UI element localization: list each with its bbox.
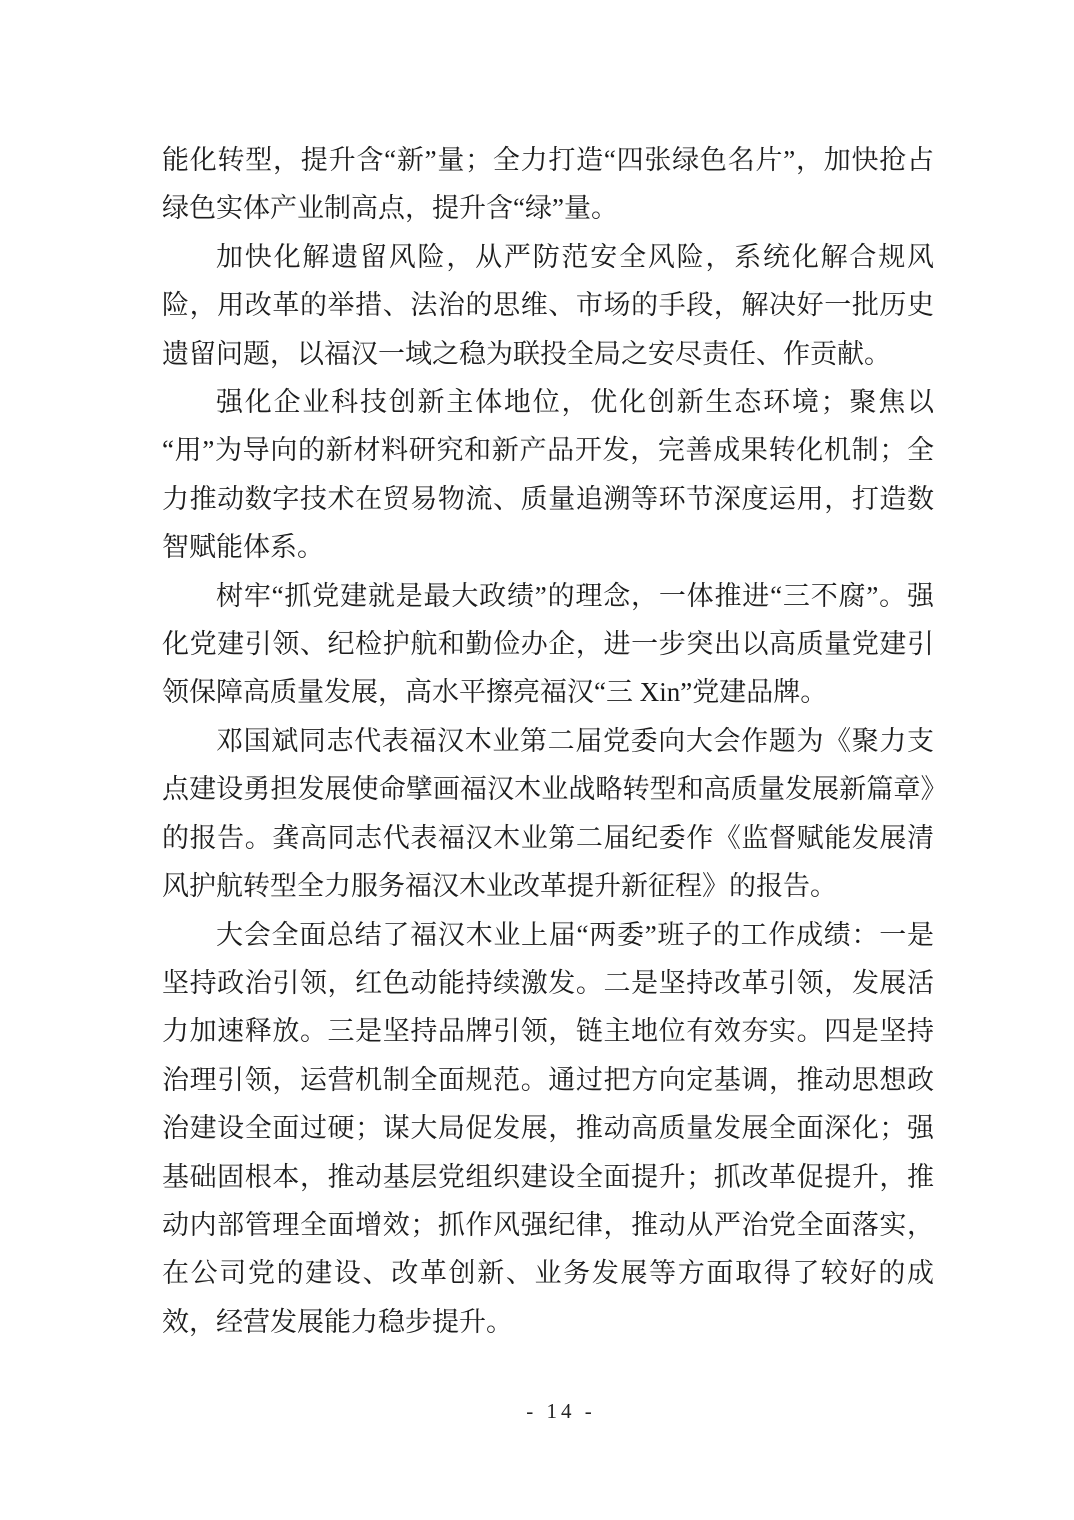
paragraph: 树牢“抓党建就是最大政绩”的理念，一体推进“三不腐”。强化党建引领、纪检护航和勤俭办企，进一步突出以高质量党建引领保障高质量发展，高水平擦亮福汉“三 Xin”党建品牌。 bbox=[162, 580, 934, 708]
paragraph: 邓国斌同志代表福汉木业第二届党委向大会作题为《聚力支点建设勇担发展使命擘画福汉木业战略转型和高质量发展新篇章》的报告。龚高同志代表福汉木业第二届纪委作《监督赋能发展清风护航转型全力服务福汉木业改革提升新征程》的报告。 bbox=[162, 725, 934, 902]
page-footer bbox=[0, 1396, 1074, 1426]
paragraph: 能化转型，提升含“新”量；全力打造“四张绿色名片”，加快抢占绿色实体产业制高点，提升含“绿”量。 bbox=[162, 145, 934, 224]
paragraph: 强化企业科技创新主体地位，优化创新生态环境；聚焦以“用”为导向的新材料研究和新产品开发，完善成果转化机制；全力推动数字技术在贸易物流、质量追溯等环节深度运用，打造数智赋能体系。 bbox=[162, 387, 934, 563]
document-body bbox=[162, 136, 934, 1346]
page-number: - 14 - bbox=[526, 1399, 596, 1423]
paragraph: 大会全面总结了福汉木业上届“两委”班子的工作成绩：一是坚持政治引领，红色动能持续激发。二是坚持改革引领，发展活力加速释放。三是坚持品牌引领，链主地位有效夯实。四是坚持治理引领，运营机制全面规范。通过把方向定基调，推动思想政治建设全面过硬；谋大局促发展，推动高质量发展全面深化；强基础固根本，推动基层党组织建设全面提升；抓改革促提升，推动内部管理全面增效；抓作风强纪律，推动从严治党全面落实，在公司党的建设、改革创新、业务发展等方面取得了较好的成效，经营发展能力稳步提升。 bbox=[162, 919, 934, 1337]
paragraph: 加快化解遗留风险，从严防范安全风险，系统化解合规风险，用改革的举措、法治的思维、市场的手段，解决好一批历史遗留问题，以福汉一域之稳为联投全局之安尽责任、作贡献。 bbox=[162, 241, 934, 369]
